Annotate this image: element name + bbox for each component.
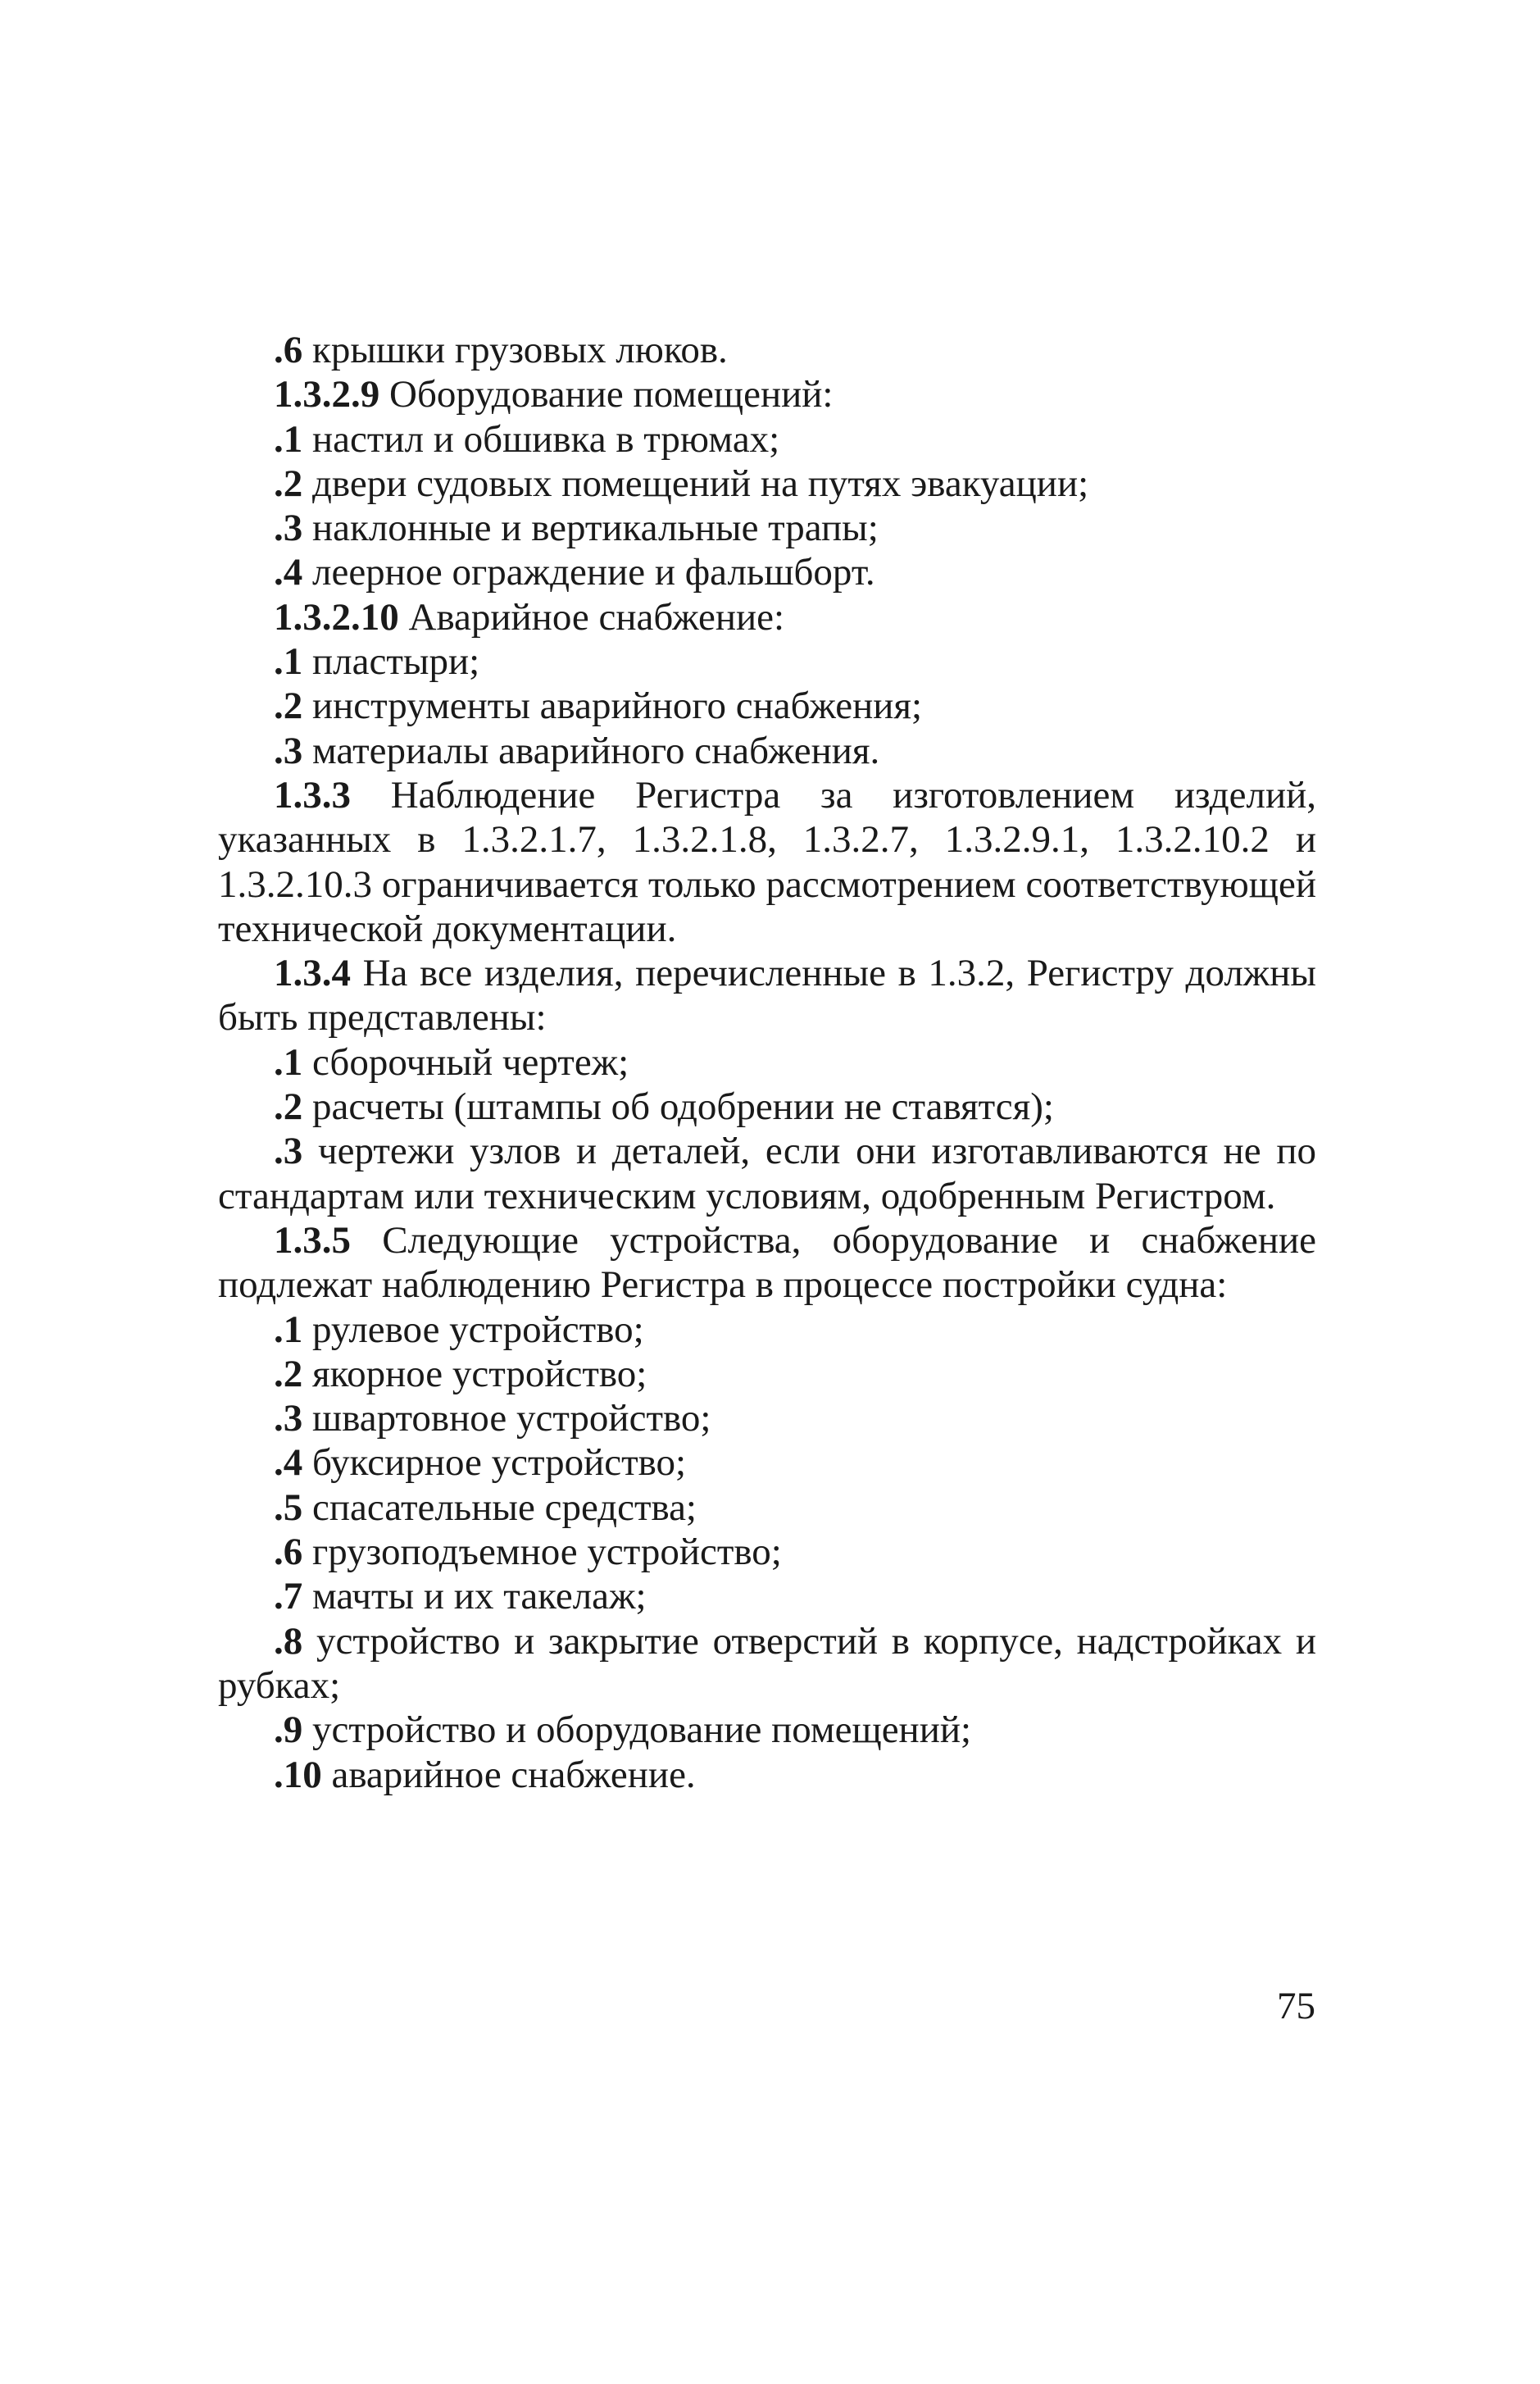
list-item — [218, 684, 1316, 728]
item-number: .1 — [274, 1308, 303, 1351]
list-item — [218, 1619, 1316, 1708]
list-item — [218, 462, 1316, 506]
section-number: 1.3.5 — [274, 1218, 351, 1262]
item-number: .1 — [274, 640, 303, 684]
item-number: .2 — [274, 685, 303, 728]
section-number: 1.3.4 — [274, 952, 351, 995]
list-item — [218, 1040, 1316, 1085]
item-text: грузоподъемное устройство; — [302, 1531, 782, 1574]
section-paragraph — [218, 773, 1316, 951]
item-number: .7 — [274, 1575, 303, 1618]
item-number: .1 — [274, 417, 303, 461]
list-item — [218, 1352, 1316, 1396]
item-number: .2 — [274, 1352, 303, 1395]
section-heading — [218, 372, 1316, 416]
page-number: 75 — [1277, 1985, 1315, 2027]
item-number: .5 — [274, 1485, 303, 1529]
section-text: Аварийное снабжение: — [398, 595, 785, 639]
item-text: материалы аварийного снабжения. — [302, 729, 880, 772]
item-number: .4 — [274, 1441, 303, 1485]
section-text: Оборудование помещений: — [379, 373, 834, 416]
section-text: Следующие устройства, оборудование и снабжение подлежат наблюдению Регистра в процессе постройки судна: — [218, 1218, 1316, 1307]
section-heading — [218, 595, 1316, 639]
item-number: .6 — [274, 329, 303, 371]
list-item — [218, 1129, 1316, 1218]
item-text: настил и обшивка в трюмах; — [302, 417, 780, 461]
list-item — [218, 639, 1316, 684]
list-item — [218, 1440, 1316, 1485]
item-text: устройство и закрытие отверстий в корпусе, надстройках и рубках; — [218, 1619, 1316, 1707]
item-text: сборочный чертеж; — [302, 1040, 629, 1084]
item-number: .3 — [274, 1130, 303, 1173]
list-item — [218, 1530, 1316, 1574]
item-text: крышки грузовых люков. — [302, 329, 728, 371]
item-text: спасательные средства; — [302, 1485, 697, 1529]
list-item — [218, 1485, 1316, 1530]
item-text: чертежи узлов и деталей, если они изготавливаются не по стандартам или техническим условиям, одобренным Регистром. — [218, 1130, 1316, 1217]
section-number: 1.3.2.10 — [274, 595, 399, 639]
item-text: расчеты (штампы об одобрении не ставятся); — [302, 1085, 1054, 1129]
list-item — [218, 1308, 1316, 1352]
item-number: .2 — [274, 1085, 303, 1129]
section-paragraph — [218, 951, 1316, 1040]
list-item — [218, 328, 1316, 372]
item-number: .3 — [274, 729, 303, 772]
list-item — [218, 1085, 1316, 1129]
item-text: двери судовых помещений на путях эвакуации; — [302, 462, 1089, 505]
item-text: буксирное устройство; — [302, 1441, 687, 1485]
item-text: наклонные и вертикальные трапы; — [302, 507, 879, 550]
section-number: 1.3.2.9 — [274, 373, 380, 416]
section-text: На все изделия, перечисленные в 1.3.2, Регистру должны быть представлены: — [218, 952, 1316, 1040]
item-number: .1 — [274, 1040, 303, 1084]
item-number: .2 — [274, 462, 303, 505]
list-item — [218, 506, 1316, 550]
item-text: пластыри; — [302, 640, 480, 684]
item-text: якорное устройство; — [302, 1352, 647, 1395]
list-item — [218, 1396, 1316, 1440]
item-number: .10 — [274, 1753, 322, 1796]
item-number: .8 — [274, 1619, 303, 1663]
item-text: леерное ограждение и фальшборт. — [302, 551, 875, 594]
item-text: швартовное устройство; — [302, 1397, 711, 1440]
item-text: аварийное снабжение. — [321, 1753, 696, 1796]
list-item — [218, 550, 1316, 594]
list-item — [218, 417, 1316, 462]
item-number: .3 — [274, 1397, 303, 1440]
item-number: .4 — [274, 551, 303, 594]
item-text: мачты и их такелаж; — [302, 1575, 647, 1618]
list-item — [218, 729, 1316, 773]
list-item — [218, 1753, 1316, 1797]
section-paragraph — [218, 1218, 1316, 1308]
list-item — [218, 1708, 1316, 1752]
item-text: устройство и оборудование помещений; — [302, 1708, 972, 1752]
item-text: инструменты аварийного снабжения; — [302, 685, 923, 728]
item-number: .6 — [274, 1531, 303, 1574]
item-text: рулевое устройство; — [302, 1308, 644, 1351]
page-body — [218, 328, 1316, 1797]
list-item — [218, 1574, 1316, 1618]
section-text: Наблюдение Регистра за изготовлением изделий, указанных в 1.3.2.1.7, 1.3.2.1.8, 1.3.2.7, 1.3.2.9.1, 1.3.2.10.2 и 1.3.2.10.3 ограничивается только рассмотрением соответствующей технической документации. — [218, 773, 1316, 950]
section-number: 1.3.3 — [274, 773, 351, 817]
item-number: .9 — [274, 1708, 303, 1752]
item-number: .3 — [274, 507, 303, 550]
